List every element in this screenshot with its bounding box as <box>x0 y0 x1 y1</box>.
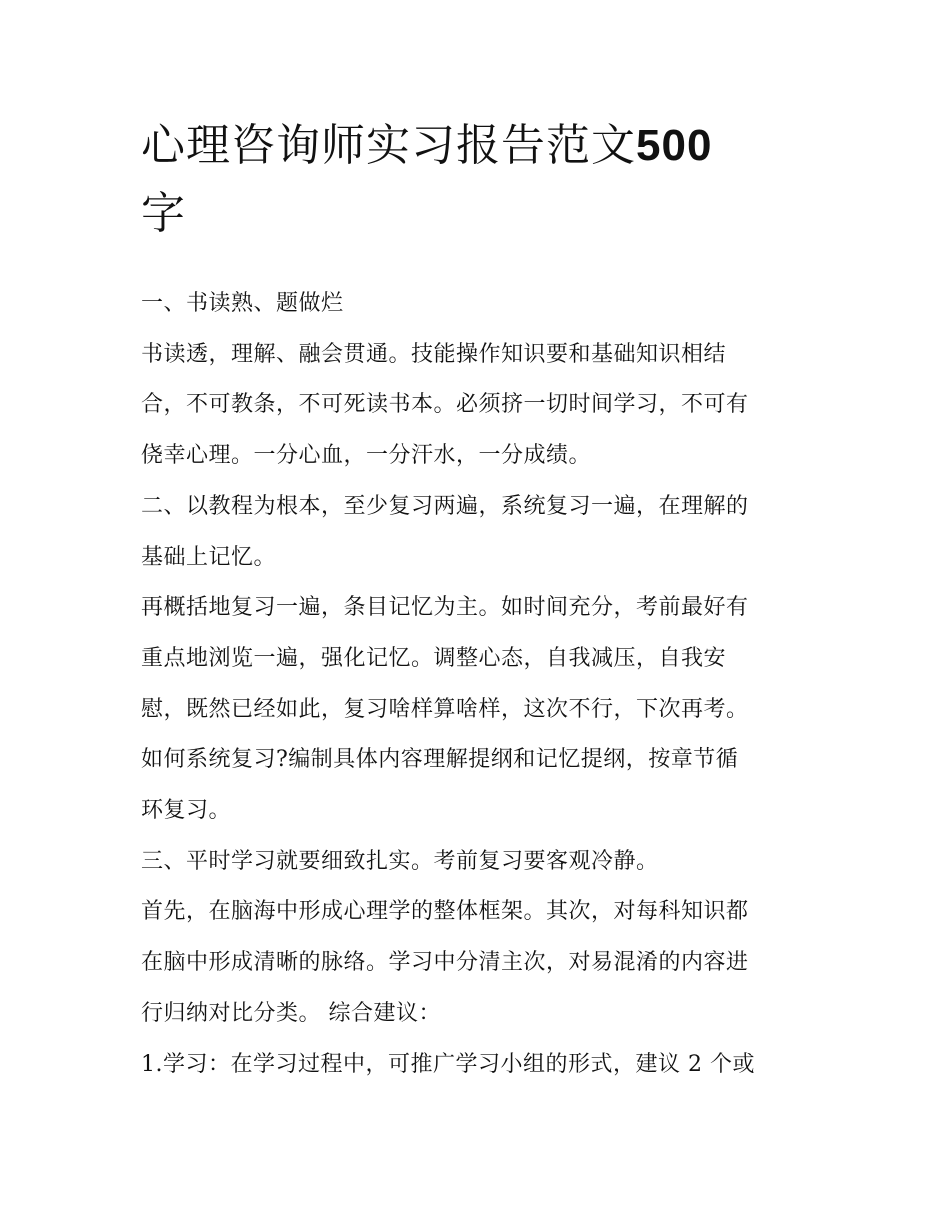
paragraph-line: 行归纳对比分类。 综合建议： <box>141 1000 441 1026</box>
paragraph-line: 二、以教程为根本，至少复习两遍，系统复习一遍，在理解的 <box>141 493 749 519</box>
paragraph-line: 重点地浏览一遍，强化记忆。调整心态，自我减压，自我安 <box>141 645 727 671</box>
paragraph <box>141 330 821 482</box>
paragraph <box>141 837 821 888</box>
paragraph-line: 如何系统复习?编制具体内容理解提纲和记忆提纲，按章节循 <box>141 747 739 773</box>
title-line-2: 字 <box>141 188 186 239</box>
paragraph-line: 1.学习：在学习过程中，可推广学习小组的形式，建议 2 个或 <box>141 1051 755 1077</box>
title-text: 心理咨询师实习报告范文 <box>141 120 636 171</box>
paragraph-line: 三、平时学习就要细致扎实。考前复习要客观冷静。 <box>141 848 659 874</box>
paragraph-line: 侥幸心理。一分心血，一分汗水，一分成绩。 <box>141 443 592 469</box>
paragraph <box>141 1040 821 1091</box>
paragraph <box>141 583 821 837</box>
paragraph-line: 首先，在脑海中形成心理学的整体框架。其次，对每科知识都 <box>141 899 749 925</box>
document-title <box>141 112 821 248</box>
title-number: 500 <box>636 121 713 170</box>
paragraph-line: 一、书读熟、题做烂 <box>141 291 344 316</box>
paragraph-line: 合，不可教条，不可死读书本。必须挤一切时间学习，不可有 <box>141 392 749 418</box>
paragraph-line: 书读透，理解、融会贯通。技能操作知识要和基础知识相结 <box>141 341 727 367</box>
paragraph-line: 慰，既然已经如此，复习啥样算啥样，这次不行，下次再考。 <box>141 696 749 722</box>
paragraph-line: 基础上记忆。 <box>141 544 277 570</box>
paragraph <box>141 887 821 1039</box>
paragraph-line: 环复习。 <box>141 798 232 824</box>
document-body <box>141 279 821 1090</box>
paragraph <box>141 279 821 330</box>
paragraph <box>141 482 821 583</box>
paragraph-line: 在脑中形成清晰的脉络。学习中分清主次，对易混淆的内容进 <box>141 950 749 976</box>
paragraph-line: 再概括地复习一遍，条目记忆为主。如时间充分，考前最好有 <box>141 595 749 621</box>
